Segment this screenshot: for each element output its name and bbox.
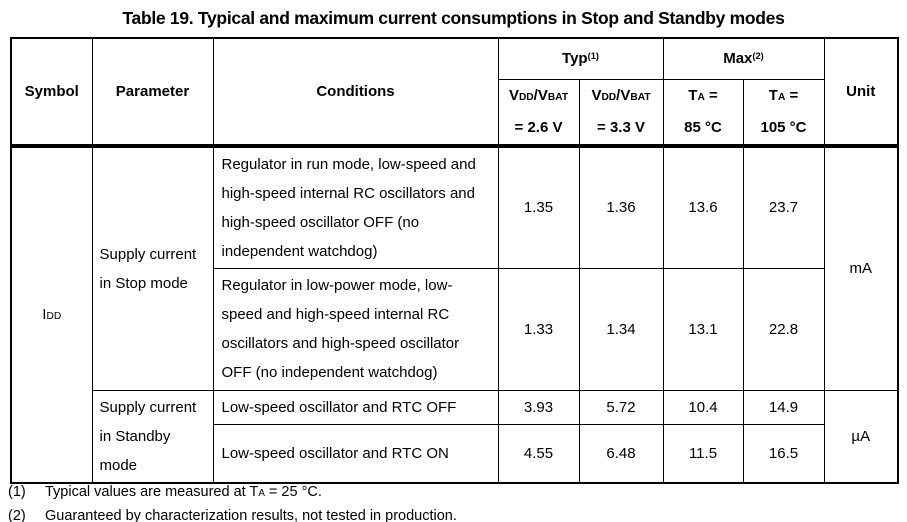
footnote-2-text: Guaranteed by characterization results, not tested in production. [45, 508, 457, 522]
vdd-2v6-value: = 2.6 V [514, 118, 563, 136]
value-typ33-rtcoff: 5.72 [579, 390, 663, 425]
vdd-3v3-value: = 3.3 V [597, 118, 645, 136]
header-parameter: Parameter [92, 38, 213, 146]
ta-label: TA = [688, 86, 718, 104]
header-typ [498, 38, 663, 79]
value-max105-rtcon: 16.5 [743, 425, 824, 483]
condition-cell-run-mode: Regulator in run mode, low-speed and high-speed internal RC oscillators and high-speed oscillator OFF (no independent watchdog) [213, 146, 498, 269]
value-max105-run: 23.7 [743, 146, 824, 269]
header-vdd-3v3 [579, 79, 663, 146]
value-typ26-run: 1.35 [498, 146, 579, 269]
value-typ26-rtcoff: 3.93 [498, 390, 579, 425]
vdd-vbat-label: VDD/VBAT [591, 86, 651, 104]
ta-label: TA = [768, 86, 799, 104]
value-typ33-lp: 1.34 [579, 268, 663, 390]
unit-cell-ma: mA [824, 146, 898, 391]
typ-label: Typ [562, 50, 588, 68]
table-row [11, 146, 898, 269]
unit-cell-ua: µA [824, 390, 898, 483]
table-title: Table 19. Typical and maximum current consumptions in Stop and Standby modes [122, 8, 785, 28]
value-typ26-lp: 1.33 [498, 268, 579, 390]
footnote-2-number: (2) [8, 508, 26, 522]
header-ta-85 [663, 79, 743, 146]
header-vdd-2v6 [498, 79, 579, 146]
header-max [663, 38, 824, 79]
footnote-1-text: Typical values are measured at TA = 25 °C. [45, 484, 322, 500]
footnote-1 [8, 481, 457, 505]
value-typ26-rtcon: 4.55 [498, 425, 579, 483]
parameter-cell-stop: Supply current in Stop mode [92, 146, 213, 391]
ta-105-value: 105 °C [760, 118, 807, 136]
value-typ33-rtcon: 6.48 [579, 425, 663, 483]
value-max105-rtcoff: 14.9 [743, 390, 824, 425]
header-row-1 [11, 38, 898, 79]
header-symbol: Symbol [11, 38, 92, 146]
vdd-vbat-label: VDD/VBAT [508, 86, 569, 104]
current-consumption-table [10, 37, 899, 484]
value-max85-rtcon: 11.5 [663, 425, 743, 483]
value-max85-rtcoff: 10.4 [663, 390, 743, 425]
condition-cell-rtc-off: Low-speed oscillator and RTC OFF [213, 390, 498, 425]
value-max105-lp: 22.8 [743, 268, 824, 390]
header-ta-105 [743, 79, 824, 146]
max-footnote-ref: (2) [752, 51, 764, 62]
symbol-cell-idd: IDD [11, 146, 92, 483]
value-max85-lp: 13.1 [663, 268, 743, 390]
header-unit: Unit [824, 38, 898, 146]
ta-85-value: 85 °C [684, 118, 722, 136]
value-max85-run: 13.6 [663, 146, 743, 269]
condition-cell-rtc-on: Low-speed oscillator and RTC ON [213, 425, 498, 483]
condition-cell-low-power-mode: Regulator in low-power mode, low-speed and high-speed internal RC oscillators and high-speed oscillator OFF (no independent watchdog) [213, 268, 498, 390]
typ-footnote-ref: (1) [587, 51, 599, 62]
footnote-2 [8, 505, 457, 522]
parameter-cell-standby: Supply current in Standby mode [92, 390, 213, 483]
footnotes [8, 481, 457, 522]
max-label: Max [723, 50, 753, 68]
value-typ33-run: 1.36 [579, 146, 663, 269]
table-row [11, 390, 898, 425]
footnote-1-number: (1) [8, 484, 26, 500]
header-conditions: Conditions [213, 38, 498, 146]
